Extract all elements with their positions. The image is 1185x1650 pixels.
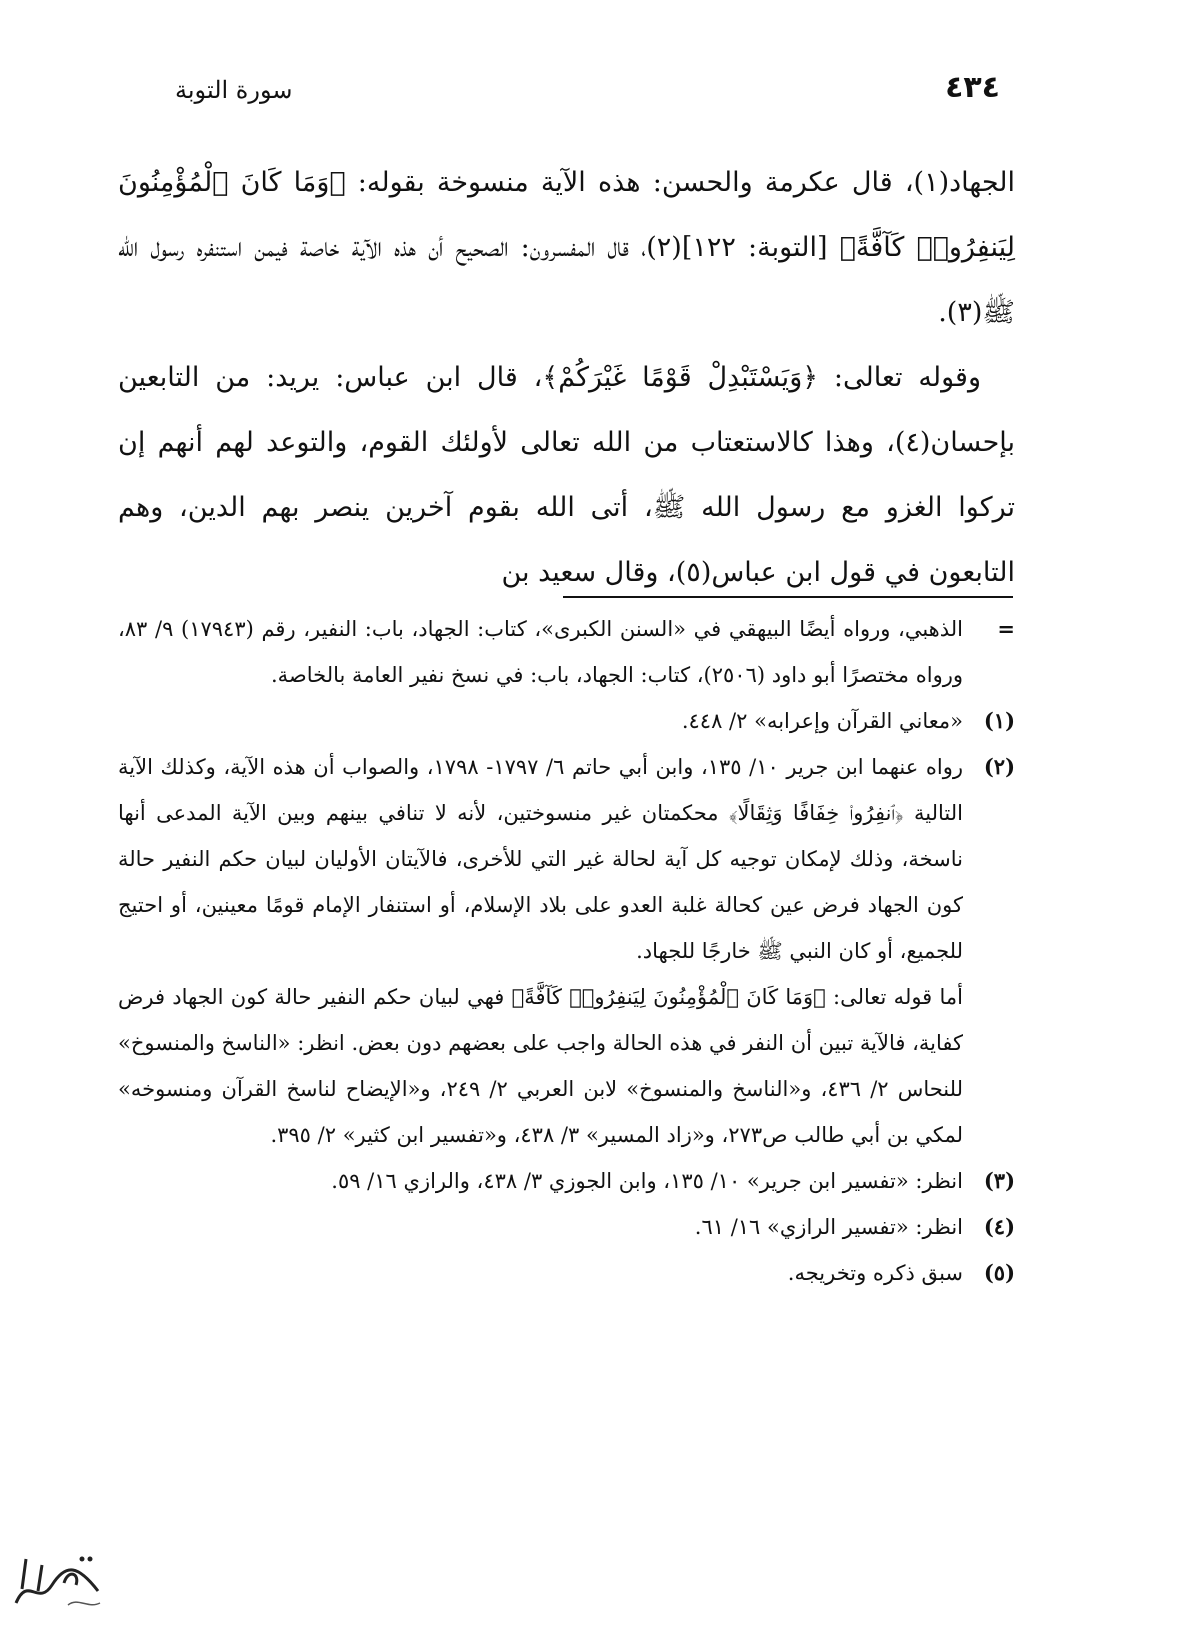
footnote-mark: (٤) [983,1214,1015,1239]
footnote-text: «معاني القرآن وإعرابه» ٢/ ٤٤٨. [681,709,963,733]
footnote-2 [118,744,1015,1158]
footnote-text: أما قوله تعالى: ﴿وَمَا كَانَ ٱلْمُؤْمِنُونَ لِيَنفِرُوا۟ كَآفَّةً﴾ فهي لبيان حكم النفير حالة كون الجهاد فرض كفاية، فالآية تبين أن النفر في هذه الحالة واجب على بعضهم دون بعض. انظر: «الناسخ والمنسوخ» للنحاس ٢/ ٤٣٦، و«الناسخ والمنسوخ» لابن العربي ٢/ ٢٤٩، و«الإيضاح لناسخ القرآن ومنسوخه» لمكي بن أبي طالب ص٢٧٣، و«زاد المسير» ٣/ ٤٣٨، و«تفسير ابن كثير» ٢/ ٣٩٥. [118,985,963,1147]
main-paragraph: وقوله تعالى: ﴿وَيَسْتَبْدِلْ قَوْمًا غَيْرَكُمْ﴾، قال ابن عباس: يريد: من التابعين بإحسان(٤)، وهذا كالاستعتاب من الله تعالى لأولئك القوم، والتوعد لهم أنهم إن تركوا الغزو مع رسول الله ﷺ، أتى الله بقوم آخرين ينصر بهم الدين، وهم التابعون في قول ابن عباس(٥)، وقال سعيد بن [118,362,1015,588]
footnote-continuation [118,606,1015,698]
footnote-text: انظر: «تفسير ابن جرير» ١٠/ ١٣٥، وابن الجوزي ٣/ ٤٣٨، والرازي ١٦/ ٥٩. [331,1169,963,1193]
footnote-text: رواه عنهما ابن جرير ١٠/ ١٣٥، وابن أبي حاتم ٦/ ١٧٩٧- ١٧٩٨، والصواب أن هذه الآية، وكذلك الآية التالية ﴿ٱنفِرُوا۟ خِفَافًا وَثِقَالًا﴾ محكمتان غير منسوختين، لأنه لا تنافي بينهم وبين الآية المدعى أنها ناسخة، وذلك لإمكان توجيه كل آية لحالة غير التي للأخرى، فالآيتان الأوليان لبيان حكم النفير حالة كون الجهاد فرض عين كحالة غلبة العدو على بلاد الإسلام، أو استنفار الإمام قومًا معينين، أو احتيج للجميع، أو كان النبي ﷺ خارجًا للجهاد. [118,755,963,963]
footnote-mark: (٢) [983,754,1015,779]
footnote-text: الذهبي، ورواه أيضًا البيهقي في «السنن الكبرى»، كتاب: الجهاد، باب: النفير، رقم (١٧٩٤٣) ٩/ ٨٣، ورواه مختصرًا أبو داود (٢٥٠٦)، كتاب: الجهاد، باب: في نسخ نفير العامة بالخاصة. [118,617,963,687]
footnotes [118,606,1015,1296]
footnote-mark: (٣) [983,1168,1015,1193]
footnote-text: سبق ذكره وتخريجه. [787,1261,963,1285]
footnote-mark: = [997,616,1015,641]
surah-title: سورة التوبة [175,76,293,104]
main-paragraph: الجهاد(١)، قال عكرمة والحسن: هذه الآية منسوخة بقوله: ﴿وَمَا كَانَ ٱلْمُؤْمِنُونَ لِيَنفِرُوا۟ كَآفَّةً﴾ [التوبة: ١٢٢](٢)، قال المفسرون: الصحيح أن هذه الآية خاصة فيمن استنفره رسول الله ﷺ(٣). [118,167,1015,328]
watermark-logo [8,1545,106,1615]
page-number: ٤٣٤ [945,70,1000,105]
footnote-mark: (١) [983,708,1015,733]
footnote-4 [118,1204,1015,1250]
page-header [175,70,1000,120]
footnote-mark: (٥) [983,1260,1015,1285]
footnote-1 [118,698,1015,744]
footnote-separator [563,596,1013,598]
main-text [118,150,1015,605]
footnote-5 [118,1250,1015,1296]
footnote-3 [118,1158,1015,1204]
footnote-text: انظر: «تفسير الرازي» ١٦/ ٦١. [694,1215,963,1239]
